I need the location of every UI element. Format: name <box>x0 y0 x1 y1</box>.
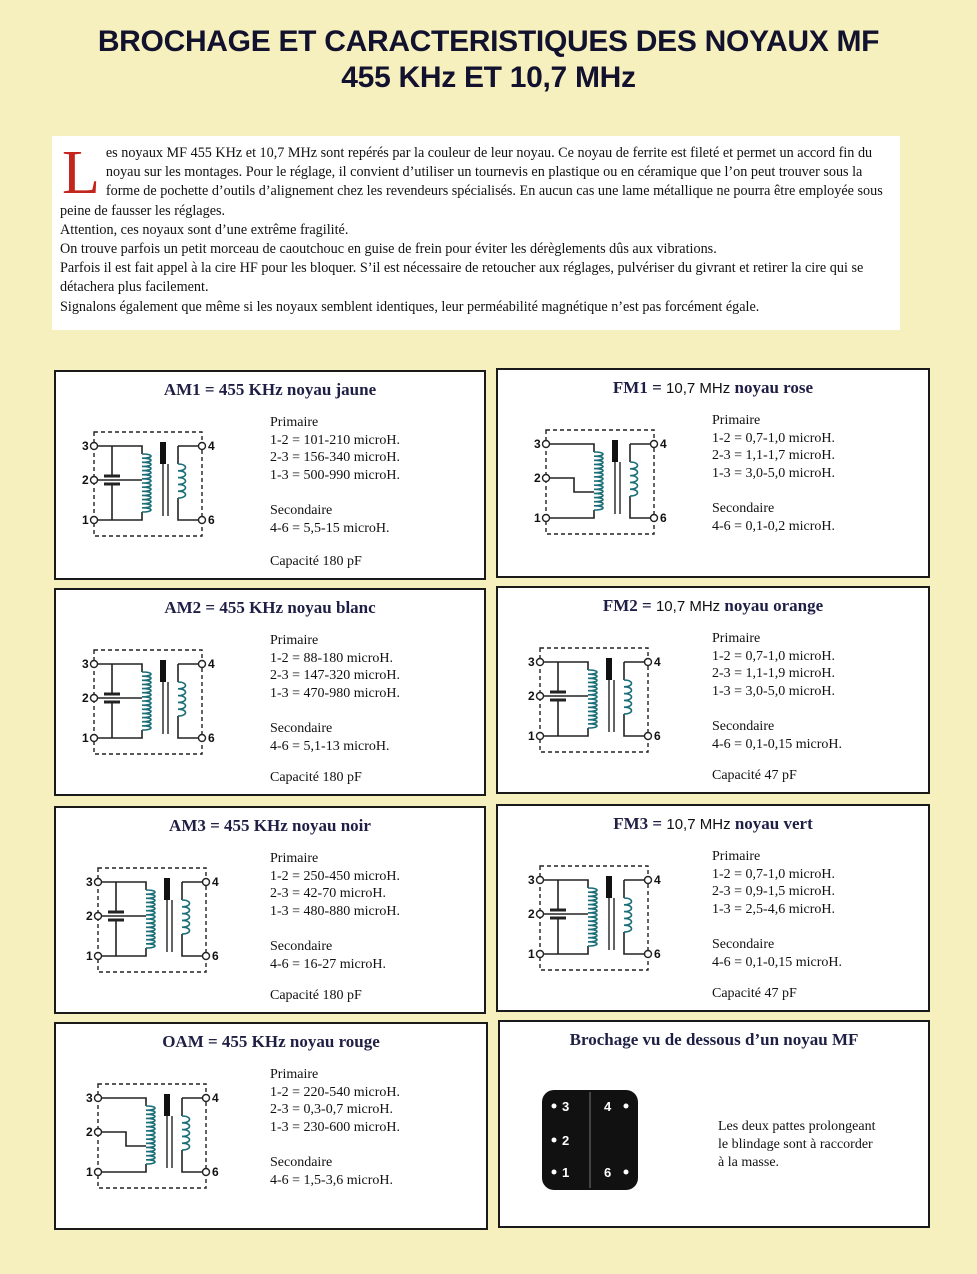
inductance-1-2: 1-2 = 101-210 microH. <box>270 432 400 448</box>
card-am2 <box>54 588 486 796</box>
card-title: OAM = 455 KHz noyau rouge <box>162 1032 380 1051</box>
primary-label: Primaire <box>712 849 761 864</box>
card-fm2 <box>496 586 930 794</box>
card-am3 <box>54 806 486 1014</box>
inductance-1-3: 1-3 = 230-600 microH. <box>270 1119 400 1135</box>
svg-text:3: 3 <box>82 657 89 671</box>
intro-paragraph-4: Parfois il est fait appel à la cire HF pour les bloquer. S’il est nécessaire de retoucher aux réglages, pulvériser du givrant et retirer la cire qui se détachera plus facilement. <box>60 260 864 296</box>
inductance-4-6: 4-6 = 5,5-15 microH. <box>270 520 390 536</box>
schematic-diagram <box>528 640 668 760</box>
svg-text:1: 1 <box>528 729 535 743</box>
secondary-label: Secondaire <box>270 1155 333 1171</box>
primary-label: Primaire <box>712 413 761 428</box>
inductance-2-3: 2-3 = 0,3-0,7 microH. <box>270 1102 393 1118</box>
svg-text:6: 6 <box>654 729 661 743</box>
specs <box>270 632 400 756</box>
inductance-4-6: 4-6 = 5,1-13 microH. <box>270 738 390 754</box>
capacitance: Capacité 47 pF <box>712 986 797 1001</box>
card-title: AM1 = 455 KHz noyau jaune <box>163 380 377 399</box>
inductance-4-6: 4-6 = 1,5-3,6 microH. <box>270 1172 393 1188</box>
inductance-1-3: 1-3 = 500-990 microH. <box>270 467 400 483</box>
card-fm1 <box>496 368 930 578</box>
card-fm3 <box>496 804 930 1012</box>
svg-text:6: 6 <box>208 513 215 527</box>
primary-label: Primaire <box>712 631 761 646</box>
svg-text:1: 1 <box>528 947 535 961</box>
specs <box>712 848 842 972</box>
card-title: FM1 = 10,7 MHz noyau rose <box>612 378 814 397</box>
intro-paragraph-5: Signalons également que même si les noyaux semblent identiques, leur perméabilité magnétique n’est pas forcément égale. <box>60 298 760 315</box>
secondary-label: Secondaire <box>270 503 333 519</box>
schematic-diagram <box>534 422 674 542</box>
card-am1 <box>54 370 486 580</box>
pinout-note <box>718 1118 875 1172</box>
svg-text:4: 4 <box>208 439 215 453</box>
svg-text:4: 4 <box>654 873 661 887</box>
svg-text:1: 1 <box>86 949 93 963</box>
inductance-1-2: 1-2 = 0,7-1,0 microH. <box>712 430 835 446</box>
note-line-3: à la masse. <box>718 1155 780 1170</box>
svg-text:4: 4 <box>208 657 215 671</box>
inductance-1-2: 1-2 = 250-450 microH. <box>270 868 400 884</box>
pin-2-label: 2 <box>562 1133 570 1148</box>
schematic-diagram <box>528 858 668 978</box>
pinout-diagram <box>540 1088 640 1197</box>
intro-paragraph-3: On trouve parfois un petit morceau de caoutchouc en guise de frein pour éviter les dérèglements dûs aux vibrations. <box>60 241 717 258</box>
inductance-4-6: 4-6 = 0,1-0,15 microH. <box>712 736 842 752</box>
inductance-1-3: 1-3 = 3,0-5,0 microH. <box>712 683 835 699</box>
schematic-diagram <box>82 424 222 544</box>
schematic-diagram <box>86 860 226 980</box>
page-title <box>0 24 977 96</box>
svg-text:6: 6 <box>212 949 219 963</box>
svg-text:2: 2 <box>86 909 93 923</box>
secondary-label: Secondaire <box>712 501 775 517</box>
svg-text:1: 1 <box>86 1165 93 1179</box>
secondary-label: Secondaire <box>270 721 333 737</box>
card-title: AM3 = 455 KHz noyau noir <box>169 816 371 835</box>
svg-text:2: 2 <box>534 471 541 485</box>
inductance-1-3: 1-3 = 2,5-4,6 microH. <box>712 901 835 917</box>
svg-text:2: 2 <box>86 1125 93 1139</box>
inductance-1-3: 1-3 = 470-980 microH. <box>270 685 400 701</box>
svg-text:2: 2 <box>528 907 535 921</box>
card-oam <box>54 1022 488 1230</box>
card-title: AM2 = 455 KHz noyau blanc <box>164 598 376 617</box>
svg-text:4: 4 <box>660 437 667 451</box>
capacitance: Capacité 180 pF <box>270 988 362 1003</box>
schematic-diagram <box>82 642 222 762</box>
note-line-2: le blindage sont à raccorder <box>718 1137 873 1152</box>
pin-1-label: 1 <box>562 1165 570 1180</box>
capacitance: Capacité 180 pF <box>270 770 362 785</box>
svg-text:3: 3 <box>82 439 89 453</box>
primary-label: Primaire <box>270 633 319 648</box>
inductance-1-3: 1-3 = 3,0-5,0 microH. <box>712 465 835 481</box>
schematic-diagram <box>86 1076 226 1196</box>
specs <box>712 630 842 754</box>
inductance-1-2: 1-2 = 0,7-1,0 microH. <box>712 648 835 664</box>
card-pinout <box>498 1020 930 1228</box>
svg-text:3: 3 <box>528 873 535 887</box>
intro-paragraph-2: Attention, ces noyaux sont d’une extrême fragilité. <box>60 221 349 238</box>
card-title: Brochage vu de dessous d’un noyau MF <box>569 1030 859 1049</box>
pin-6-label: 6 <box>604 1165 612 1180</box>
secondary-label: Secondaire <box>270 939 333 955</box>
secondary-label: Secondaire <box>712 937 775 953</box>
svg-text:1: 1 <box>534 511 541 525</box>
svg-text:4: 4 <box>212 1091 219 1105</box>
secondary-label: Secondaire <box>712 719 775 735</box>
svg-text:2: 2 <box>82 473 89 487</box>
drop-cap: L <box>62 139 100 207</box>
svg-text:3: 3 <box>528 655 535 669</box>
inductance-4-6: 4-6 = 16-27 microH. <box>270 956 386 972</box>
primary-label: Primaire <box>270 851 319 866</box>
svg-text:6: 6 <box>654 947 661 961</box>
inductance-1-3: 1-3 = 480-880 microH. <box>270 903 400 919</box>
inductance-4-6: 4-6 = 0,1-0,2 microH. <box>712 518 835 534</box>
svg-text:3: 3 <box>534 437 541 451</box>
intro-paragraph-1: es noyaux MF 455 KHz et 10,7 MHz sont repérés par la couleur de leur noyau. Ce noyau de ferrite est fileté et permet un accord fin du noyau sur les montages. Pour le réglage, il convient d’utiliser un tournevis en plastique ou en céramique que l’on peut trouver sous la forme de pochette d’outils d’alignement chez les revendeurs spécialisés. En aucun cas une lame métallique ne pourra être employée sous peine de fausser les réglages. <box>60 145 883 219</box>
inductance-1-2: 1-2 = 220-540 microH. <box>270 1084 400 1100</box>
inductance-2-3: 2-3 = 1,1-1,7 microH. <box>712 448 835 464</box>
svg-text:6: 6 <box>212 1165 219 1179</box>
pin-4-label: 4 <box>604 1099 612 1114</box>
primary-label: Primaire <box>270 415 319 430</box>
primary-label: Primaire <box>270 1067 319 1082</box>
svg-text:6: 6 <box>660 511 667 525</box>
inductance-4-6: 4-6 = 0,1-0,15 microH. <box>712 954 842 970</box>
specs <box>712 412 835 536</box>
svg-text:3: 3 <box>86 875 93 889</box>
card-title: FM3 = 10,7 MHz noyau vert <box>613 814 813 833</box>
specs <box>270 850 400 974</box>
inductance-2-3: 2-3 = 1,1-1,9 microH. <box>712 666 835 682</box>
intro-text <box>52 136 900 330</box>
note-line-1: Les deux pattes prolongeant <box>718 1119 876 1134</box>
specs <box>270 1066 400 1190</box>
inductance-2-3: 2-3 = 0,9-1,5 microH. <box>712 884 835 900</box>
capacitance: Capacité 47 pF <box>712 768 797 783</box>
pin-3-label: 3 <box>562 1099 570 1114</box>
svg-text:4: 4 <box>654 655 661 669</box>
inductance-2-3: 2-3 = 156-340 microH. <box>270 450 400 466</box>
inductance-2-3: 2-3 = 42-70 microH. <box>270 886 386 902</box>
inductance-1-2: 1-2 = 0,7-1,0 microH. <box>712 866 835 882</box>
capacitance: Capacité 180 pF <box>270 554 362 569</box>
svg-text:2: 2 <box>82 691 89 705</box>
svg-text:1: 1 <box>82 731 89 745</box>
specs <box>270 414 400 538</box>
svg-text:2: 2 <box>528 689 535 703</box>
svg-text:3: 3 <box>86 1091 93 1105</box>
inductance-2-3: 2-3 = 147-320 microH. <box>270 668 400 684</box>
inductance-1-2: 1-2 = 88-180 microH. <box>270 650 393 666</box>
card-title: FM2 = 10,7 MHz noyau orange <box>602 596 824 615</box>
svg-text:6: 6 <box>208 731 215 745</box>
svg-text:4: 4 <box>212 875 219 889</box>
title-line-1: BROCHAGE ET CARACTERISTIQUES DES NOYAUX MF <box>97 25 880 58</box>
title-line-2: 455 KHz ET 10,7 MHz <box>341 61 636 94</box>
svg-text:1: 1 <box>82 513 89 527</box>
